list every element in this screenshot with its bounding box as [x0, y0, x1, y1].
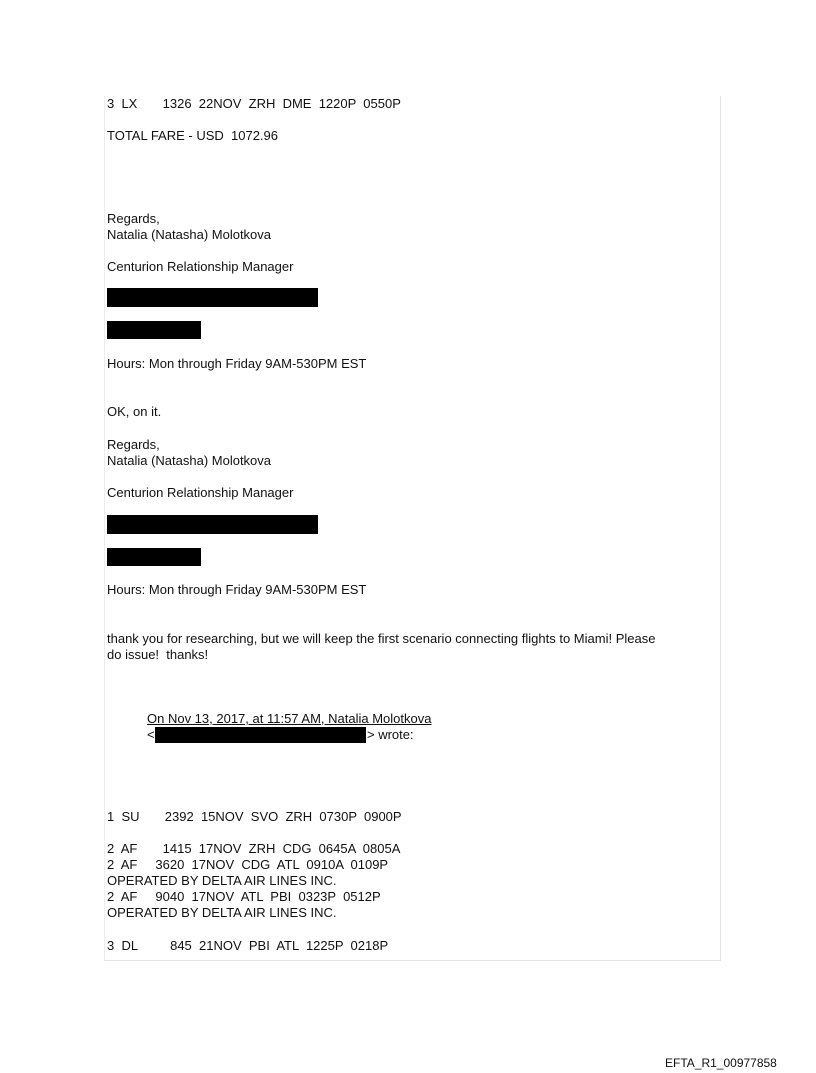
signature-regards: Regards,	[107, 437, 160, 452]
total-fare: TOTAL FARE - USD 1072.96	[107, 128, 278, 143]
itinerary-line: 2 AF 3620 17NOV CDG ATL 0910A 0109P	[107, 857, 389, 872]
signature-regards: Regards,	[107, 211, 160, 226]
reply-message-line: thank you for researching, but we will keep the first scenario connecting flights to Miami! Please	[107, 631, 656, 646]
quote-header-open-bracket: <	[147, 727, 155, 742]
itinerary-line: 1 SU 2392 15NOV SVO ZRH 0730P 0900P	[107, 809, 402, 824]
signature-hours: Hours: Mon through Friday 9AM-530PM EST	[107, 356, 367, 371]
flight-line: 3 LX 1326 22NOV ZRH DME 1220P 0550P	[107, 96, 401, 111]
signature-hours: Hours: Mon through Friday 9AM-530PM EST	[107, 582, 367, 597]
redaction-bar	[107, 548, 201, 566]
signature-title: Centurion Relationship Manager	[107, 485, 294, 500]
document-id: EFTA_R1_00977858	[665, 1056, 777, 1070]
itinerary-note: OPERATED BY DELTA AIR LINES INC.	[107, 905, 337, 920]
signature-title: Centurion Relationship Manager	[107, 259, 294, 274]
itinerary-line: 3 DL 845 21NOV PBI ATL 1225P 0218P	[107, 938, 389, 953]
reply-message-line: do issue! thanks!	[107, 647, 209, 662]
signature-name: Natalia (Natasha) Molotkova	[107, 453, 272, 468]
itinerary-note: OPERATED BY DELTA AIR LINES INC.	[107, 873, 337, 888]
quote-header-date: On Nov 13, 2017, at 11:57 AM, Natalia Molotkova	[147, 711, 432, 726]
redaction-bar	[107, 515, 318, 534]
redaction-bar	[155, 727, 366, 743]
redaction-bar	[107, 321, 201, 339]
signature-name: Natalia (Natasha) Molotkova	[107, 227, 272, 242]
itinerary-line: 2 AF 1415 17NOV ZRH CDG 0645A 0805A	[107, 841, 401, 856]
itinerary-line: 2 AF 9040 17NOV ATL PBI 0323P 0512P	[107, 889, 381, 904]
ok-message: OK, on it.	[107, 404, 162, 419]
redaction-bar	[107, 288, 318, 307]
quote-header-wrote: > wrote:	[367, 727, 414, 742]
